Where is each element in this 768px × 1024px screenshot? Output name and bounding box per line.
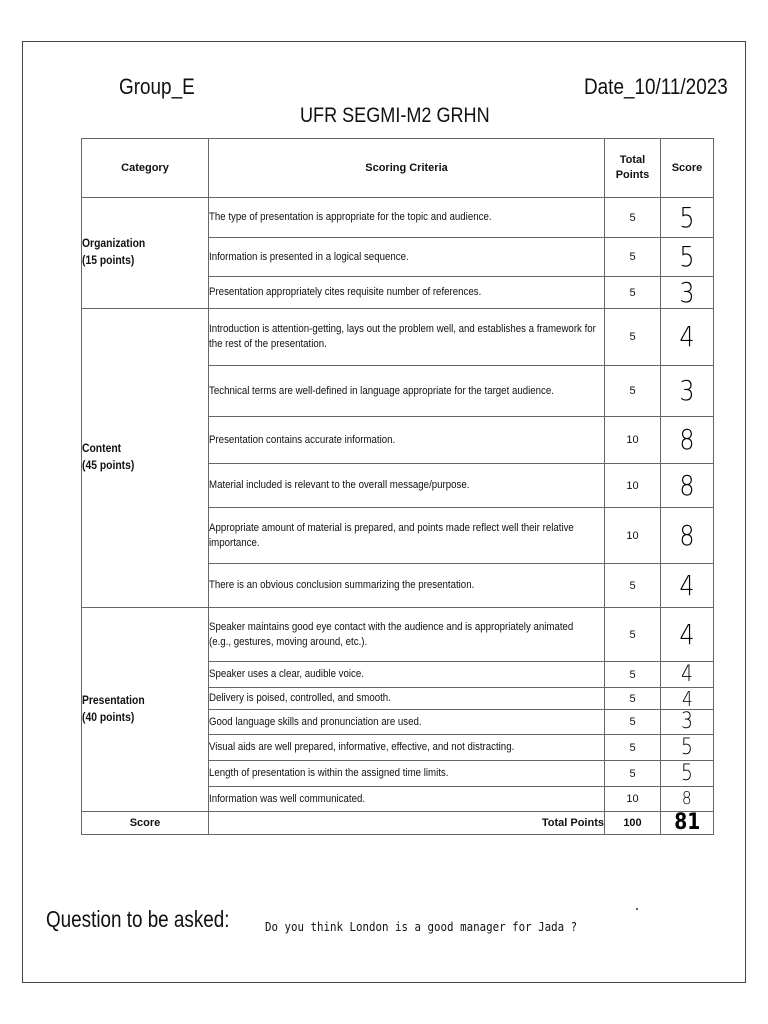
criteria-cell: There is an obvious conclusion summarizing the presentation. bbox=[209, 564, 605, 608]
footer-score-label: Score bbox=[82, 812, 209, 835]
question-text: Do you think London is a good manager for Jada ? bbox=[265, 920, 578, 934]
table-row bbox=[82, 198, 714, 238]
points-cell: 10 bbox=[605, 508, 661, 564]
criteria-cell: Visual aids are well prepared, informative, effective, and not distracting. bbox=[209, 735, 605, 761]
category-name: Organization bbox=[82, 238, 146, 250]
header-total-points: Total Points bbox=[605, 139, 661, 198]
score-cell: 3 bbox=[661, 366, 714, 417]
header-criteria: Scoring Criteria bbox=[209, 139, 605, 198]
score-cell: 4 bbox=[661, 309, 714, 366]
score-cell: 5 bbox=[661, 735, 714, 761]
category-name: Content bbox=[82, 443, 122, 455]
points-cell: 10 bbox=[605, 464, 661, 508]
points-cell: 10 bbox=[605, 417, 661, 464]
table-row bbox=[82, 608, 714, 662]
criteria-cell: The type of presentation is appropriate for the topic and audience. bbox=[209, 198, 605, 238]
footer-total-label: Total Points bbox=[209, 812, 605, 835]
score-cell: 4 bbox=[661, 688, 714, 710]
criteria-cell: Presentation contains accurate information. bbox=[209, 417, 605, 464]
header-category: Category bbox=[82, 139, 209, 198]
points-cell: 5 bbox=[605, 238, 661, 277]
footer-total-score: 81 bbox=[661, 812, 714, 835]
score-cell: 5 bbox=[661, 238, 714, 277]
category-cell-organization bbox=[82, 198, 209, 309]
points-cell: 10 bbox=[605, 787, 661, 812]
criteria-cell: Speaker maintains good eye contact with the audience and is appropriately animated (e.g., gestures, moving around, etc.). bbox=[209, 608, 605, 662]
score-cell: 5 bbox=[661, 198, 714, 238]
table-row bbox=[82, 309, 714, 366]
criteria-cell: Information is presented in a logical sequence. bbox=[209, 238, 605, 277]
score-cell: 3 bbox=[661, 277, 714, 309]
criteria-cell: Information was well communicated. bbox=[209, 787, 605, 812]
category-points: (15 points) bbox=[82, 255, 135, 267]
date-label: Date_10/11/2023 bbox=[584, 74, 728, 99]
footer-total-points: 100 bbox=[605, 812, 661, 835]
rubric-table bbox=[81, 138, 714, 835]
category-points: (45 points) bbox=[82, 460, 135, 472]
category-name: Presentation bbox=[82, 694, 145, 707]
points-cell: 5 bbox=[605, 662, 661, 688]
score-cell: 8 bbox=[661, 464, 714, 508]
points-cell: 5 bbox=[605, 735, 661, 761]
points-cell: 5 bbox=[605, 309, 661, 366]
score-cell: 4 bbox=[661, 662, 714, 688]
points-cell: 5 bbox=[605, 366, 661, 417]
category-cell-presentation bbox=[82, 608, 209, 812]
points-cell: 5 bbox=[605, 710, 661, 735]
points-cell: 5 bbox=[605, 198, 661, 238]
criteria-cell: Delivery is poised, controlled, and smooth. bbox=[209, 688, 605, 710]
criteria-cell: Length of presentation is within the assigned time limits. bbox=[209, 761, 605, 787]
points-cell: 5 bbox=[605, 277, 661, 309]
header-score: Score bbox=[661, 139, 714, 198]
points-cell: 5 bbox=[605, 761, 661, 787]
criteria-cell: Material included is relevant to the overall message/purpose. bbox=[209, 464, 605, 508]
score-cell: 3 bbox=[661, 710, 714, 735]
group-label: Group_E bbox=[119, 74, 195, 99]
header-row bbox=[82, 139, 714, 198]
question-label: Question to be asked: bbox=[46, 906, 230, 932]
criteria-cell: Technical terms are well-defined in language appropriate for the target audience. bbox=[209, 366, 605, 417]
score-cell: 8 bbox=[661, 787, 714, 812]
criteria-cell: Presentation appropriately cites requisite number of references. bbox=[209, 277, 605, 309]
criteria-cell: Appropriate amount of material is prepared, and points made reflect well their relative importance. bbox=[209, 508, 605, 564]
score-cell: 8 bbox=[661, 417, 714, 464]
document-title: UFR SEGMI-M2 GRHN bbox=[300, 104, 490, 127]
points-cell: 5 bbox=[605, 608, 661, 662]
score-cell: 4 bbox=[661, 608, 714, 662]
score-cell: 4 bbox=[661, 564, 714, 608]
score-cell: 8 bbox=[661, 508, 714, 564]
total-row bbox=[82, 812, 714, 835]
points-cell: 5 bbox=[605, 688, 661, 710]
score-cell: 5 bbox=[661, 761, 714, 787]
stray-mark bbox=[636, 908, 638, 910]
criteria-cell: Speaker uses a clear, audible voice. bbox=[209, 662, 605, 688]
points-cell: 5 bbox=[605, 564, 661, 608]
category-cell-content bbox=[82, 309, 209, 608]
criteria-cell: Introduction is attention-getting, lays out the problem well, and establishes a framework for the rest of the presentation. bbox=[209, 309, 605, 366]
category-points: (40 points) bbox=[82, 711, 135, 724]
criteria-cell: Good language skills and pronunciation are used. bbox=[209, 710, 605, 735]
